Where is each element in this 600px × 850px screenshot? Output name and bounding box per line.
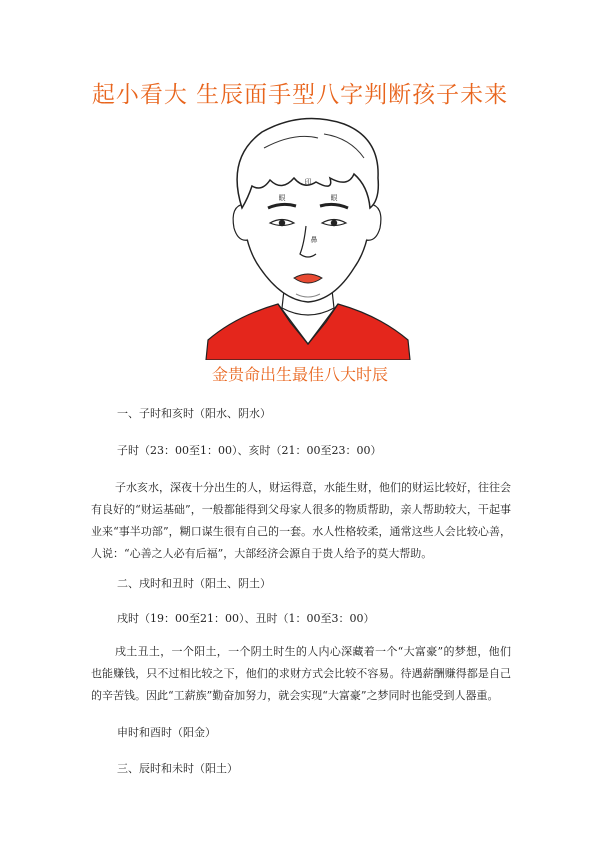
section-1-body: 子水亥水，深夜十分出生的人，财运得意，水能生财，他们的财运比较好，往往会有良好的“财运基础”，一般都能得到父母家人很多的物质帮助，亲人帮助较大，干起事业来“事半功部”，糊口谋生很有自己的一套。水人性格较柔，通常这些人会比较心善，人说：“心善之人必有后福”，大部经济会源自于贵人给予的莫大帮助。 [91, 481, 511, 560]
section-subtitle: 金贵命出生最佳八大时辰 [211, 365, 388, 384]
section-2-times: 戌时（19：00至21：00）、丑时（1：00至3：00） [117, 612, 375, 625]
page-title: 起小看大 生辰面手型八字判断孩子未来 [91, 82, 509, 108]
section-1-times: 子时（23：00至1：00）、亥时（21：00至23：00） [117, 444, 382, 457]
boy-portrait-illustration [198, 108, 418, 360]
section-2-body: 戌土丑土，一个阳土，一个阴土时生的人内心深藏着一个“大富豪”的梦想，他们也能赚钱，只不过相比较之下，他们的求财方式会比较不容易。待遇薪酬赚得都是自己的辛苦钱。因此“工薪族”勤奋加努力，就会实现“大富豪”之梦同时也能受到人器重。 [91, 645, 511, 702]
face-outline [243, 190, 370, 302]
extra-line: 申时和酉时（阳金） [117, 726, 216, 739]
section-1-heading: 一、子时和亥时（阳水、阴水） [117, 407, 271, 420]
right-brow-label: 眼 [330, 194, 338, 202]
left-brow-label: 眼 [278, 194, 286, 202]
section-3-heading: 三、辰时和未时（阳土） [117, 762, 238, 775]
section-2-heading: 二、戌时和丑时（阳土、阴土） [117, 577, 271, 590]
forehead-label: 印 [304, 178, 312, 186]
nose-label: 鼻 [310, 236, 318, 244]
